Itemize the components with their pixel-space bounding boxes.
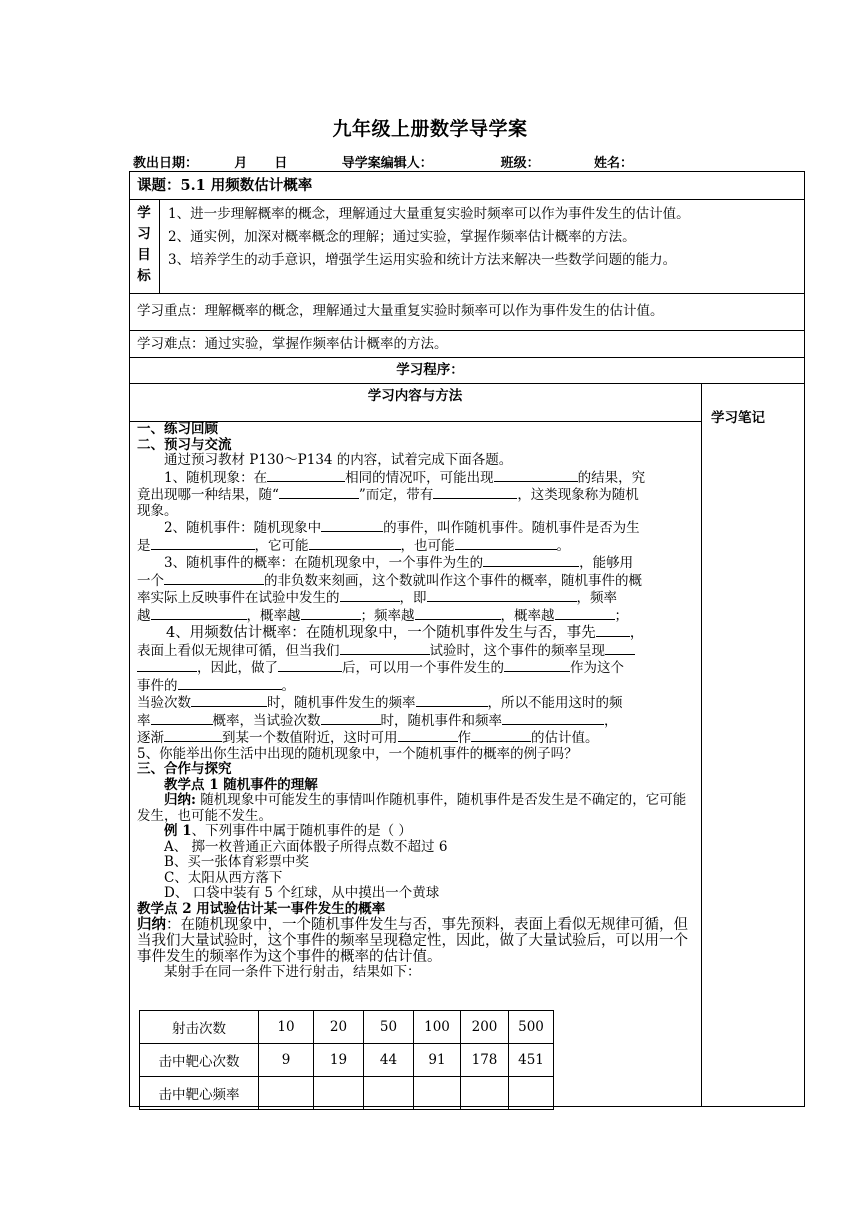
key-point: 学习重点：理解概率的概念，理解通过大量重复实验时频率可以作为事件发生的估计值。 (137, 303, 664, 319)
month-label: 月 (234, 156, 248, 171)
objective-item: 2、通实例，加深对概率概念的理解；通过实验，掌握作频率估计概率的方法。 (168, 229, 636, 245)
procedure-label: 学习程序： (396, 362, 464, 378)
option-b: B、买一张体育彩票中奖 (164, 854, 309, 870)
divider (129, 199, 805, 200)
class-label: 班级： (500, 156, 540, 171)
question-2-cont: 是 ，它可能 ，也可能 。 (137, 537, 570, 554)
table-cell: 100 (414, 1011, 461, 1044)
teaching-point-1: 教学点 1 随机事件的理解 (164, 776, 318, 793)
table-cell: 178 (461, 1044, 509, 1077)
intro-text: 通过预习教材 P130～P134 的内容，试着完成下面各题。 (164, 452, 513, 468)
document-title: 九年级上册数学导学案 (332, 118, 528, 140)
name-label: 姓名： (593, 156, 633, 171)
question-4-cont: 当验次数 时，随机事件发生的频率 ，所以不能用这时的频 (137, 695, 623, 711)
divider (129, 330, 805, 331)
table-row (140, 1011, 554, 1044)
option-a: A、 掷一枚普通正六面体骰子所得点数不超过 6 (164, 838, 448, 855)
divider (701, 383, 702, 1107)
question-4: 4、用频数估计概率：在随机现象中，一个随机事件发生与否，事先 ， (166, 625, 645, 641)
table-cell (314, 1077, 364, 1110)
divider (129, 383, 805, 384)
divider (159, 199, 160, 293)
question-3-cont: 越 ，概率越 ；频率越 ，概率越 ； (137, 607, 628, 624)
table-cell (414, 1077, 461, 1110)
table-cell: 44 (364, 1044, 414, 1077)
section-heading: 一、练习回顾 (137, 421, 218, 437)
table-cell (509, 1077, 554, 1110)
divider (129, 293, 805, 294)
question-1-cont: 现象。 (137, 502, 178, 519)
editor-label: 导学案编辑人： (341, 156, 433, 171)
worksheet-body (137, 422, 697, 981)
shooting-results-table (139, 1010, 554, 1110)
table-cell: 50 (364, 1011, 414, 1044)
table-cell: 91 (414, 1044, 461, 1077)
content-header: 学习内容与方法 (367, 388, 463, 404)
divider (129, 357, 805, 358)
objectives-side-label: 学 习 目 标 (137, 205, 151, 284)
objective-item: 3、培养学生的动手意识，增强学生运用实验和统计方法来解决一些数学问题的能力。 (168, 252, 677, 268)
example-1: 例 1、下列事件中属于随机事件的是（ ） (164, 823, 412, 839)
objective-item: 1、进一步理解概率的概念，理解通过大量重复实验时频率可以作为事件发生的估计值。 (168, 206, 690, 222)
question-3: 3、随机事件的概率：在随机现象中，一个事件为生的 ，能够用 (164, 555, 634, 571)
table-cell: 射击次数 (140, 1011, 259, 1044)
table-cell: 451 (509, 1044, 554, 1077)
difficulty: 学习难点：通过实验，掌握作频率估计概率的方法。 (137, 336, 448, 352)
question-1-cont: 竟出现哪一种结果，随“ ”而定，带有 ，这类现象称为随机 (137, 487, 639, 503)
table-cell: 击中靶心频率 (140, 1077, 259, 1110)
table-cell (461, 1077, 509, 1110)
shoot-intro: 某射手在同一条件下进行射击，结果如下： (164, 964, 421, 980)
question-4-cont: 事件的 。 (137, 677, 295, 694)
info-line (133, 152, 633, 171)
section-heading: 三、合作与探究 (137, 761, 232, 777)
table-cell: 9 (259, 1044, 314, 1077)
topic-title: 课题：5.1 用频数估计概率 (137, 177, 313, 194)
question-3-cont: 率实际上反映事件在试验中发生的 ，即 ，频率 (137, 590, 617, 606)
option-d: D、 口袋中装有 5 个红球，从中摸出一个黄球 (164, 885, 440, 901)
question-5: 5、你能举出你生活中出现的随机现象中，一个随机事件的概率的例子吗？ (137, 745, 578, 762)
table-cell: 500 (509, 1011, 554, 1044)
question-4-cont: 率 概率，当试验次数 时，随机事件和频率 ， (137, 712, 618, 729)
table-row (140, 1077, 554, 1110)
table-cell: 10 (259, 1011, 314, 1044)
table-cell (259, 1077, 314, 1110)
section-heading: 二、预习与交流 (137, 436, 232, 453)
table-cell: 20 (314, 1011, 364, 1044)
question-4-cont: 逐渐 到某一个数值附近，这时可用 作 的估计值。 (137, 730, 599, 746)
question-4-cont: ，因此，做了 后，可以用一个事件发生的 作为这个 (137, 659, 697, 677)
table-cell: 200 (461, 1011, 509, 1044)
day-label: 日 (274, 156, 288, 171)
question-3-cont: 一个 的非负数来刻画，这个数就叫作这个事件的概率，随机事件的概 (137, 572, 642, 589)
question-4-cont: 表面上看似无规律可循，但当我们 试验时，这个事件的频率呈现 (137, 642, 697, 660)
table-cell: 击中靶心次数 (140, 1044, 259, 1077)
date-label: 教出日期： (133, 156, 199, 171)
summary-2: 归纳：在随机现象中，一个随机事件发生与否，事先预料，表面上看似无规律可循，但当我们大量试验时，这个事件的频率呈现稳定性，因此，做了大量试验后，可以用一个事件发生的频率作为这个事件的概率的估计值。 (137, 916, 688, 965)
summary-1: 归纳: 随机现象中可能发生的事情叫作随机事件，随机事件是否发生是不确定的，它可能发生，也可能不发生。 (137, 792, 687, 824)
table-cell: 19 (314, 1044, 364, 1077)
table-row (140, 1044, 554, 1077)
table-cell (364, 1077, 414, 1110)
option-c: C、太阳从西方落下 (164, 869, 283, 886)
notes-header: 学习笔记 (711, 410, 765, 426)
question-1: 1、随机现象：在 相同的情况吓，可能出现 的结果，究 (164, 469, 646, 486)
teaching-point-2: 教学点 2 用试验估计某一事件发生的概率 (137, 900, 386, 917)
question-2: 2、随机事件：随机现象中 的事件，叫作随机事件。随机事件是否为生 (164, 520, 640, 536)
